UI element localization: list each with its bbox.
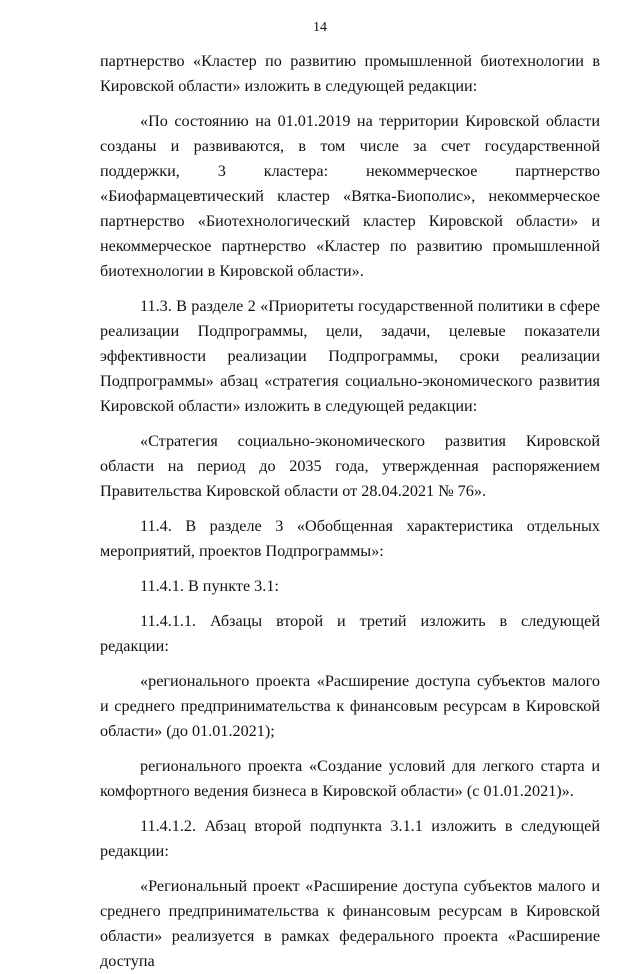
paragraph-item-11-4-1-1: 11.4.1.1. Абзацы второй и третий изложить в следующей редакции: bbox=[100, 612, 600, 655]
page-number: 14 bbox=[313, 20, 327, 35]
paragraph-cluster-quote: «По состоянию на 01.01.2019 на территории Кировской области созданы и развиваются, в том числе за счет государственной поддержки, 3 кластера: некоммерческое партнерство «Биофармацевтический кластер «Вятка-Биополис», некоммерческое партнерство «Биотехнологический кластер Кировской области» и некоммерческое партнерство «Кластер по развитию промышленной биотехнологии в Кировской области». bbox=[100, 112, 600, 280]
paragraph-regional-project-quote: «Региональный проект «Расширение доступа субъектов малого и среднего предпринимательства к финансовым ресурсам в Кировской области» реализуется в рамках федерального проекта «Расширение доступа bbox=[100, 877, 600, 970]
paragraph-regional-project-2: регионального проекта «Создание условий для легкого старта и комфортного ведения бизнеса в Кировской области» (с 01.01.2021)». bbox=[100, 757, 600, 800]
paragraph-item-11-4-1: 11.4.1. В пункте 3.1: bbox=[140, 577, 279, 595]
paragraph-item-11-3: 11.3. В разделе 2 «Приоритеты государственной политики в сфере реализации Подпрограммы, цели, задачи, целевые показатели эффективности реализации Подпрограммы, сроки реализации Подпрограммы» абзац «стратегия социально-экономического развития Кировской области» изложить в следующей редакции: bbox=[100, 297, 600, 415]
paragraph-continuation: партнерство «Кластер по развитию промышленной биотехнологии в Кировской области» изложить в следующей редакции: bbox=[100, 52, 600, 95]
document-body bbox=[100, 49, 600, 974]
paragraph-item-11-4: 11.4. В разделе 3 «Обобщенная характеристика отдельных мероприятий, проектов Подпрограммы»: bbox=[100, 517, 600, 560]
paragraph-regional-project-1: «регионального проекта «Расширение доступа субъектов малого и среднего предпринимательства к финансовым ресурсам в Кировской области» (до 01.01.2021); bbox=[100, 672, 600, 740]
paragraph-strategy-quote: «Стратегия социально-экономического развития Кировской области на период до 2035 года, утвержденная распоряжением Правительства Кировской области от 28.04.2021 № 76». bbox=[100, 432, 600, 500]
paragraph-item-11-4-1-2: 11.4.1.2. Абзац второй подпункта 3.1.1 изложить в следующей редакции: bbox=[100, 817, 600, 860]
